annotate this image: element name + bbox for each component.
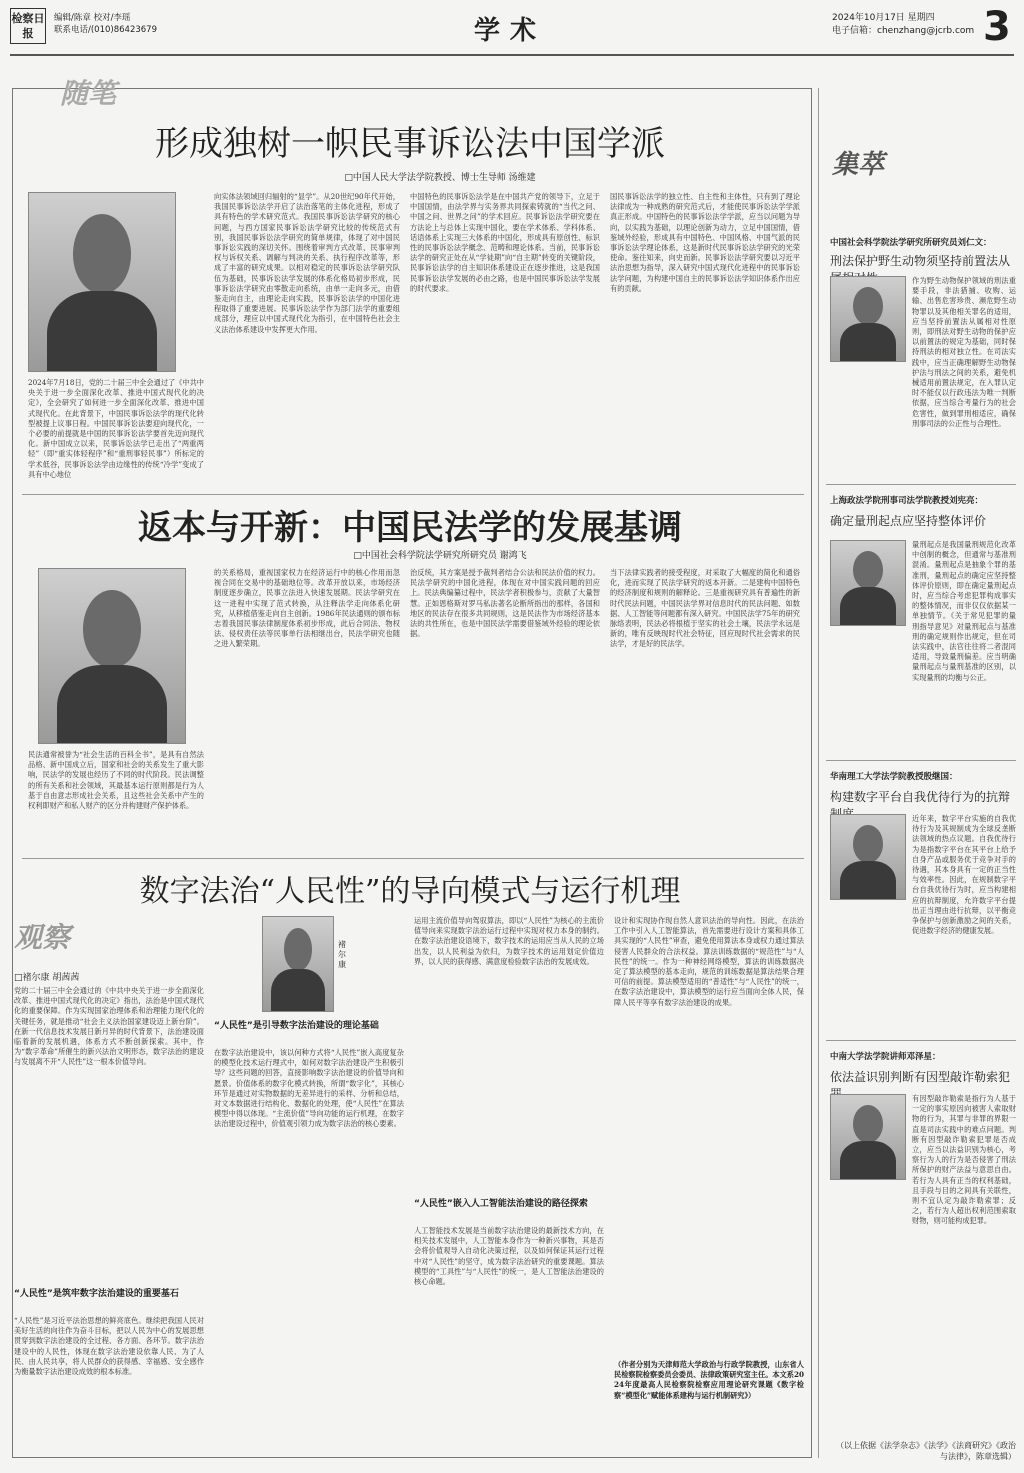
- article2-text-col2: 的关系格局，重视国家权力在经济运行中的核心作用而忽视合同在交易中的基础地位等。改革开放以来，市场经济制度逐步确立，民事立法进入快速发展期。民法学研究在这一进程中实现了范式转换，从注释法学走向体系化研究，从移植借鉴走向自主创新。1986年民法通则的颁布标志着我国民事法律制度体系初步形成，此后合同法、物权法、侵权责任法等民事单行法相继出台，民法学研究也随之进入繁荣期。: [214, 568, 400, 649]
- editor-info: [54, 12, 157, 36]
- author-photo: [830, 1094, 906, 1180]
- section-title: 学术: [473, 16, 546, 46]
- sidebar-divider-rule: [826, 760, 1016, 761]
- article3-subheading2: “人民性”是引导数字法治建设的理论基础: [214, 1021, 379, 1031]
- article3-subheading1: “人民性”是筑牢数字法治建设的重要基石: [14, 1289, 179, 1299]
- article3-text-col1b: “人民性”是习近平法治思想的鲜亮底色。继续把我国人民对美好生活的向往作为奋斗目标，把以人民为中心的发展思想贯穿到数字法治建设的全过程、各方面、各环节。数字法治建设中的人民性，体现在数字法治建设依靠人民、为了人民、由人民共享，将人民群众的获得感、幸福感、安全感作为衡量数字法治建设成效的根本标准。: [14, 1316, 204, 1377]
- section-divider: [22, 858, 804, 859]
- issue-date: 2024年10月17日 星期四: [832, 13, 935, 23]
- sidebar-text: 作为野生动物保护领域的刑法重要手段，非法猎捕、收购、运输、出售危害珍贵、濒危野生动物罪以及其他相关罪名的适用，应当坚持前置法从属相对性原则，即刑法对野生动物的保护应以前置法的规定为基础，同时保持刑法的相对独立性。在司法实践中，应当正确理解野生动物保护法与刑法之间的关系，避免机械适用前置法规定，在入罪认定时不能仅以行政违法为唯一判断依据，应当综合考量行为的社会危害性，做到罪刑相适应，确保刑事司法的公正性与合理性。: [912, 276, 1016, 428]
- article2-text-col4: 当下法律实践者的接受程度，对采取了大幅度的简化和通俗化，进而实现了民法学研究的返本开新。二是建构中国特色的经济制度和规则的解释论。三是重视研究具有普遍性的新时代民法问题，中国民法学界对信息时代的民法问题、如数据、人工智能等问题都有深入研究。中国民法学75年的研究脉络表明，民法必将根植于坚实的社会土壤，民法学永远是新的，唯有反映现时代社会特征，回应现时代社会需求的民法学，才是好的民法学。: [610, 568, 800, 649]
- sidebar-author: 上海政法学院刑事司法学院教授刘宪亮：: [830, 496, 984, 506]
- article1-text-col3: 中国特色的民事诉讼法学是在中国共产党的领导下，立足于中国国情，由法学界与实务界共同探索铸就的“当代之问、中国之问、世界之问”的学术回应。民事诉讼法学研究要在方法论上与总体上实现中国化，要在学术体系、学科体系、话语体系上实现三大体系的中国化，形成具有原创性、标识性的民事诉讼法学概念、范畴和理论体系。当前，民事诉讼法学的研究正处在从“学徒期”向“自主期”转变的关键阶段，民事诉讼法学的自主知识体系建设正在逐步推进，这是我国民事诉讼法学发展的必由之路，也是中国民事诉讼法学发展的时代要求。: [410, 192, 600, 293]
- observe-column-tag: 观察: [14, 921, 71, 954]
- sidebar-text: 近年来，数字平台实施的自我优待行为及其规制成为全球反垄断法领域的热点议题。自我优待行为是指数字平台在其平台上给予自身产品或服务优于竞争对手的待遇，其本身具有一定的正当性与效率性。因此，在规制数字平台自我优待行为时，应当构建相应的抗辩制度，允许数字平台提出正当理由进行抗辩，以平衡竞争保护与创新激励之间的关系，促进数字经济的健康发展。: [912, 814, 1016, 936]
- article3-text-col3: 运用主流价值导向驾驭算法，即以“人民性”为核心的主流价值导向来实现数字法治运行过程中实现对权力本身的制约。在数字法治建设语境下，数字技术的运用应当从人民的立场出发，以人民利益为依归，为数字技术的运用划定价值边界，以人民的获得感、满意度检验数字法治的发展成效。: [414, 916, 604, 966]
- sidebar-divider-rule: [826, 1040, 1016, 1041]
- sidebar-author: 中南大学法学院讲师邓泽星：: [830, 1052, 941, 1062]
- article3-byline: □褚尔康 胡茜茜: [14, 973, 80, 983]
- article2-text-col1: 民法通常被誉为“社会生活的百科全书”，是具有自然法品格、新中国成立后，国家和社会的关系发生了重大影响，民法学的发展也经历了不同的时代阶段。民法调整的所有关系和社会领域，其最基本运行原则都是行为人基于自由意志形成社会关系，且这些社会关系中产生的权利即财产和私人财产的区分并构建财产保护体系。: [28, 750, 204, 811]
- article3-text-col4: 设计和实现协作现自然人意识法治的导向性。因此，在法治工作中引入人工智能算法，首先需要进行设计方案和具体工具实现的“人民性”审查，避免使用算法本身或权力通过算法侵害人民群众的合法权益。算法训练数据的“规范性”与“人民性”的统一。作为一种神经网络模型，算法的训练数据决定了算法模型的基本走向，规范的训练数据是算法结果合理可信的前提。算法模型适用的“普适性”与“人民性”的统一，在数字法治建设中，算法模型的运行应当面向全体人民，保障人民平等享有数字法治建设的成果。: [614, 916, 804, 1007]
- sidebar-title: 刑法保护野生动物须坚持前置法从: [830, 254, 1011, 268]
- sidebar-title: 依法益识别判断有因型敲诈勒索犯: [830, 1070, 1011, 1084]
- photo-caption: 褚尔康: [338, 940, 346, 969]
- sidebar-divider-rule: [826, 484, 1016, 485]
- article2-byline: □中国社会科学院法学研究所研究员 谢鸿飞: [353, 551, 527, 561]
- article1-text-col2: 向实体法领域回归辐射的“显学”。从20世纪90年代开始，我国民事诉讼法学开启了法治落笔的主体化进程，形成了具有特色的学术研究范式。我国民事诉讼法学研究的核心问题，与西方国家民事诉讼法学研究比较的传统范式有别，我国民事诉讼法学研究的简单规律，体现了对中国民事诉讼实践的深切关怀。围绕着审判方式改革、民事审判权与诉权关系、调解与判决的关系、执行程序改革等，形成了丰富的研究成果。以相对稳定的民事诉讼法学研究队伍为基础，民事诉讼法学发展的体系化格局初步形成，民事诉讼法学研究由零散走向系统，由单一走向多元，由借鉴走向自主，由理论走向实践，民事诉讼法学的中国化进程取得了重要进展。民事诉讼法学作为部门法学的重要组成部分，理应以中国式现代化为指引，在中国特色社会主义法治体系建设中发挥更大作用。: [214, 192, 400, 334]
- phone-line: 联系电话/(010)86423679: [54, 25, 157, 35]
- article3-text-col1: 党的二十届三中全会通过的《中共中央关于进一步全面深化改革、推进中国式现代化的决定》指出，法治是中国式现代化的重要保障。作为实现国家治理体系和治理能力现代化的关键任务，就是推动“社会主义法治国家建设迈上新台阶”。在新一代信息技术发展日新月异的时代背景下，法治建设面临着新的发展机遇，体系方式不断创新探索。其中，作为“数字革命”所催生的新兴法治文明形态，数字法治的建设与发展离不开“人民性”这一根本价值导向。: [14, 986, 204, 1067]
- author-photo: [830, 540, 906, 626]
- page-number: 3: [983, 4, 1011, 50]
- sidebar-text: 量刑起点是我国量刑规范化改革中创制的概念，但通常与基准刑混淆。量刑起点是抽象个罪的基准刑，量刑起点的确定应坚持整体评价原则，即在确定量刑起点时，应当综合考虑犯罪构成事实的整体情况，而非仅仅依据某一单独情节。《关于常见犯罪的量刑指导意见》对量刑起点与基准刑的确定规则作出规定，但在司法实践中，法官往往将二者混同适用，导致量刑偏差。应当明确量刑起点与量刑基准的区别，以实现量刑的均衡与公正。: [912, 540, 1016, 682]
- essay-column-tag: 随笔: [60, 77, 117, 110]
- author-photo: [28, 192, 176, 372]
- date-info: [832, 12, 974, 38]
- sidebar-title: 确定量刑起点应坚持整体评价: [830, 514, 987, 528]
- section-divider: [22, 494, 804, 495]
- article3-text-col3b: 人工智能技术发展是当前数字法治建设的最新技术方向，在相关技术发展中，人工智能本身作为一种新兴事物，其是否会将价值观导入自动化决策过程，以及如何保证其运行过程中对“人民性”的坚守，成为数字法治研究的重要课题。算法模型的“工具性”与“人民性”的统一，是人工智能法治建设的核心命题。: [414, 1226, 604, 1287]
- author-photo: [830, 276, 906, 362]
- article1-byline: □中国人民大学法学院教授、博士生导师 汤维建: [344, 173, 536, 183]
- editor-line: 编辑/陈章 校对/李瑶: [54, 13, 131, 23]
- article2-text-col3: 治反统，其方案是授予裁判者结合公法和民法价值的权力。民法学研究的中国化进程，体现在对中国实践问题的回应上。民法典编纂过程中，民法学者积极参与，贡献了大量智慧。正如恩格斯对罗马私法著名论断所指出的那样，各国和地区的民法存在很多共同规则，这是民法作为市场经济基本法的共性所在，也是中国民法学需要借鉴域外经验的理论依据。: [410, 568, 600, 639]
- article1-title: 形成独树一帜民事诉讼法中国学派: [155, 124, 665, 164]
- article3-text-col2: 在数字法治建设中，该以何种方式将“人民性”嵌入高度复杂的模型化技术运行理式中，如何对数字法治建设产生积极引导？这些问题的回答，直接影响数字法治建设的价值导向和愿景。价值体系的数字化模式转换，所谓“数字化”，其核心环节是通过对实物数据的无差异进行的采样、分析和总结，对文本数据进行结构化、数据化的处理，使“人民性”在算法模型中得以体现。“主流价值”导向功能的运行机理，在数字法治建设过程中，价值观引领力成为数字法治的核心要素。: [214, 1048, 404, 1129]
- sidebar-divider: [818, 88, 819, 1458]
- sidebar-source-note: （以上依据《法学杂志》《法学》《法商研究》《政治与法律》，陈章选辑）: [836, 1441, 1016, 1461]
- sidebar-author: 华南理工大学法学院教授殷继国：: [830, 772, 958, 782]
- article2-title: 返本与开新：中国民法学的发展基调: [138, 508, 682, 548]
- collect-column-tag: 集萃: [832, 150, 885, 180]
- contact-email: 电子信箱：chenzhang@jcrb.com: [832, 26, 975, 36]
- article3-title: 数字法治“人民性”的导向模式与运行机理: [139, 874, 681, 909]
- sidebar-title: 构建数字平台自我优待行为的抗辩: [830, 790, 1011, 804]
- newspaper-logo: 检察日报: [10, 8, 46, 44]
- sidebar-text: 有因型敲诈勒索是指行为人基于一定的事实原因向被害人索取财物的行为，其罪与非罪的界限一直是司法实践中的难点问题。判断有因型敲诈勒索犯罪是否成立，应当以法益识别为核心，考察行为人的行为是否侵害了刑法所保护的财产法益与意思自由。若行为人具有正当的权利基础，且手段与目的之间具有关联性，则不宜认定为敲诈勒索罪；反之，若行为人超出权利范围索取财物，则可能构成犯罪。: [912, 1094, 1016, 1226]
- author-note: （作者分别为天津师范大学政治与行政学院教授，山东省人民检察院检察委员会委员、法律政策研究室主任。本文系2024年度最高人民检察院检察应用理论研究课题《数字检察“模型化”赋能体系建构与运行机制研究》）: [614, 1360, 804, 1400]
- article1-text-col4: 国民事诉讼法学的独立性、自主性和主体性，只有到了理论法律成为一种成熟的研究范式后，才能使民事诉讼法学学派真正形成。中国特色的民事诉讼法学学派，应当以问题为导向，以实践为基础，以理论创新为动力，立足中国国情，借鉴域外经验，形成具有中国特色、中国风格、中国气派的民事诉讼法学理论体系，这是新时代民事诉讼法学研究的光荣使命。鉴往知来，向史而新。民事诉讼法学研究要以习近平法治思想为指导，深入研究中国式现代化进程中的民事诉讼法学问题，为构建中国自主的民事诉讼法学知识体系作出应有的贡献。: [610, 192, 800, 293]
- author-photo: [38, 568, 186, 744]
- article1-text-col1: 2024年7月18日，党的二十届三中全会通过了《中共中央关于进一步全面深化改革、推进中国式现代化的决定》，全会研究了如何进一步全面深化改革、推进中国式现代化。在此背景下，中国民事诉讼法学的现代化转型被提上议事日程。中国民事诉讼法要迎向现代化，一个必要的前提就是中国的民事诉讼法学要首先迈向现代化。新中国成立以来，民事诉讼法学已走出了“两重两轻”（即“重实体轻程序”和“重刑事轻民事”）所标定的学术低谷，民事诉讼法学由边缘性的传统“冷学”变成了具有中心地位: [28, 378, 204, 479]
- sidebar-author: 中国社会科学院法学研究所研究员刘仁文：: [830, 238, 992, 248]
- author-photo: [262, 916, 334, 1012]
- header-rule: [10, 54, 1014, 56]
- author-photo: [830, 814, 906, 900]
- article3-subheading3: “人民性”嵌入人工智能法治建设的路径探索: [414, 1199, 588, 1209]
